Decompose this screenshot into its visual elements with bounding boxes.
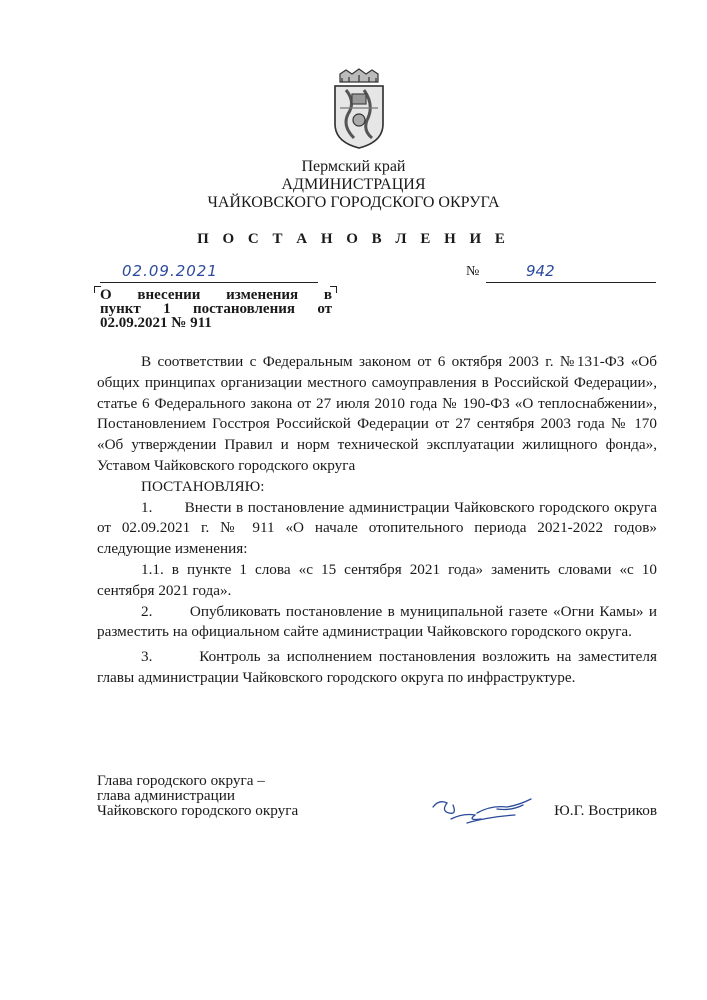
- signatory-line-2: глава администрации: [97, 787, 236, 804]
- handwritten-signature: [427, 789, 547, 829]
- number-line: [486, 262, 656, 283]
- subject-word: пункт: [100, 301, 141, 317]
- subject-word: постановления: [192, 301, 295, 317]
- item-1-1: 1.1. в пункте 1 слова «с 15 сентября 2021 года» заменить словами «с 10 сентября 2021 года».: [97, 560, 657, 599]
- subject-line-3: 02.09.2021 № 911: [100, 315, 212, 331]
- signatory-title: [97, 773, 357, 818]
- subject-word: от: [317, 301, 332, 317]
- subject-line-1: [100, 288, 332, 302]
- subject-word: О: [100, 287, 112, 303]
- document-subject: [100, 288, 332, 330]
- item-1: 1. Внести в постановление администрации Чайковского городского округа от 02.09.2021 г. № 911 «О начале отопительного периода 2021-2022 годов» следующие изменения:: [97, 498, 657, 558]
- subject-word: внесении: [137, 287, 201, 303]
- signatory-line-3: Чайковского городского округа: [97, 802, 299, 819]
- handwritten-number: 942: [526, 262, 555, 280]
- item-3: 3. Контроль за исполнением постановления возложить на заместителя главы администрации Чайковского городского округа по инфраструктуре.: [97, 648, 657, 686]
- signatory-line-1: Глава городского округа –: [97, 772, 265, 789]
- subject-word: изменения: [226, 287, 299, 303]
- subject-word: в: [323, 287, 332, 303]
- preamble-paragraph: В соответствии с Федеральным законом от 6 октября 2003 г. №131-ФЗ «Об общих принципах организации местного самоуправления в Российской Федерации», статье 6 Федерального закона от 27 июля 2010 года № 190-ФЗ «О теплоснабжении», Постановлением Госстроя Российской Федерации от 27 сентября 2003 года № 170 «Об утверждении Правил и норм технической эксплуатации жилищного фонда», Уставом Чайковского городского округа: [97, 353, 657, 474]
- signatory-name: Ю.Г. Востриков: [554, 802, 657, 819]
- okrug-name: ЧАЙКОВСКОГО ГОРОДСКОГО ОКРУГА: [207, 194, 500, 211]
- subject-word: 1: [163, 301, 171, 317]
- administration-title: АДМИНИСТРАЦИЯ: [281, 176, 426, 193]
- number-field: [466, 262, 656, 282]
- date-field: [100, 262, 318, 283]
- coat-of-arms-emblem: [332, 68, 386, 150]
- decree-word: ПОСТАНОВЛЯЮ:: [141, 477, 265, 495]
- item-2: 2. Опубликовать постановление в муниципальной газете «Огни Камы» и разместить на официальном сайте администрации Чайковского городского округа.: [97, 602, 657, 641]
- subject-line-2: [100, 302, 332, 316]
- region-name: Пермский край: [301, 158, 406, 175]
- document-body: [97, 352, 657, 689]
- handwritten-date: 02.09.2021: [122, 262, 218, 280]
- number-label: №: [466, 264, 480, 279]
- document-type-title: П О С Т А Н О В Л Е Н И Е: [197, 231, 510, 247]
